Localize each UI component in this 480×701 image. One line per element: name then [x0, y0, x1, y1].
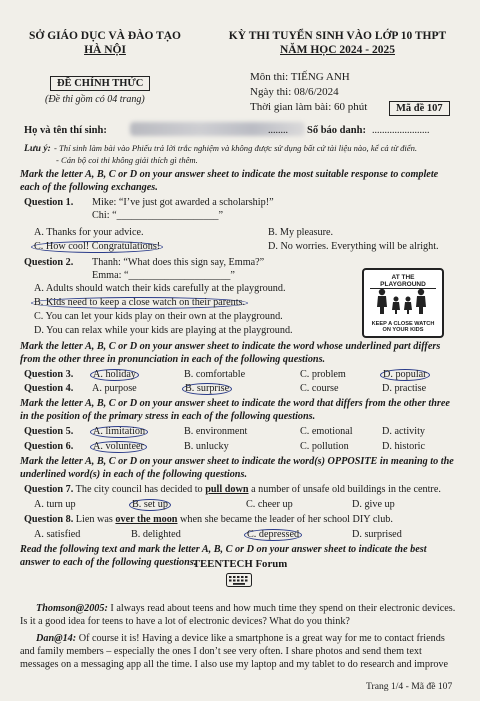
- q8-option-a: A. satisfied: [34, 529, 81, 540]
- q5-option-c: C. emotional: [300, 426, 353, 437]
- section-3-line-2: in the position of the primary stress in each of the following questions.: [20, 411, 316, 422]
- q7-stem: [24, 484, 441, 495]
- section-4-line-2: underlined word(s) in each of the following questions.: [20, 469, 247, 480]
- section-1-line-1: Mark the letter A, B, C or D on your answer sheet to indicate the most suitable response to complete: [20, 169, 439, 180]
- candidate-number-label: Số báo danh:: [307, 125, 366, 136]
- q2-label: Question 2.: [24, 257, 74, 268]
- section-4-line-1: Mark the letter A, B, C or D on your answer sheet to indicate the word(s) OPPOSITE in meaning to the: [20, 456, 454, 467]
- q1-option-a: A. Thanks for your advice.: [34, 227, 144, 238]
- note-line-2: - Cán bộ coi thi không giải thích gì thêm.: [56, 155, 198, 165]
- q3-a-circle: A. holiday: [90, 369, 139, 381]
- q6-option-d: D. historic: [382, 441, 426, 452]
- pages-note: (Đề thi gồm có 04 trang): [45, 94, 145, 105]
- official-badge: ĐỀ CHÍNH THỨC: [50, 76, 150, 91]
- q8-pre: Lien was: [75, 514, 113, 525]
- forum-title: TEENTECH Forum: [192, 558, 288, 570]
- sign-text: KEEP A CLOSE WATCH ON YOUR KIDS: [371, 321, 435, 333]
- q2-option-a: A. Adults should watch their kids carefully at the playground.: [34, 283, 286, 294]
- school-year: NĂM HỌC 2024 - 2025: [280, 44, 395, 56]
- q5-option-b: B. environment: [184, 426, 248, 437]
- q8-label: Question 8.: [24, 514, 74, 525]
- q7-option-b: [129, 499, 171, 511]
- dept-name: SỞ GIÁO DỤC VÀ ĐÀO TẠO: [29, 30, 181, 42]
- q1-c-circle: C. How cool! Congratulations!: [31, 241, 163, 253]
- q1-line-2: [92, 210, 223, 221]
- section-2-line-1: Mark the letter A, B, C or D on your answer sheet to indicate the word whose underlined part differs: [20, 341, 441, 352]
- q6-a-circle: A. volunteer: [90, 441, 147, 453]
- keyboard-icon: [226, 573, 252, 587]
- q2-option-d: D. You can relax while your kids are playing at the playground.: [34, 325, 293, 336]
- post-2-line-1: [36, 633, 445, 644]
- playground-sign: [362, 268, 444, 338]
- post-2-line-2: and family members – especially the ones I don’t see very often. I share photos and send them text: [20, 646, 422, 657]
- q3-option-d: [380, 369, 430, 381]
- q1-label: Question 1.: [24, 197, 74, 208]
- q1-chi: Chi: “: [92, 210, 117, 221]
- q2-line-2: [92, 270, 235, 281]
- q4-option-a: A. purpose: [92, 383, 137, 394]
- q2-option-c: C. You can let your kids play on their own at the playground.: [34, 311, 283, 322]
- section-5-line-2: answer to each of the following questions.: [20, 557, 197, 568]
- q7-underlined: pull down: [205, 484, 249, 495]
- q3-label: Question 3.: [24, 369, 74, 380]
- q1-close: ”: [218, 210, 224, 221]
- post-2-user: Dan@14:: [36, 633, 77, 644]
- note-label: Lưu ý:: [24, 143, 51, 154]
- q6-option-a: [90, 441, 147, 453]
- q5-a-circle: A. limitation: [90, 426, 148, 438]
- q1-option-b: B. My pleasure.: [268, 227, 334, 238]
- exam-title: KỲ THI TUYỂN SINH VÀO LỚP 10 THPT: [228, 30, 447, 42]
- q1-blank: ____________________: [116, 210, 219, 221]
- candidate-name-label: Họ và tên thí sinh:: [24, 125, 107, 136]
- q1-line-1: Mike: “I’ve just got awarded a scholarship!”: [92, 197, 274, 208]
- post-1-line-1: [36, 603, 455, 614]
- city-name: HÀ NỘI: [84, 44, 126, 56]
- q3-d-circle: D. popular: [380, 369, 430, 381]
- q6-option-c: C. pollution: [300, 441, 349, 452]
- q4-b-circle: B. surprise: [182, 383, 232, 395]
- post-1-text-1: I always read about teens and how much time they spend on their electronic devices.: [110, 603, 456, 614]
- q3-option-c: C. problem: [300, 369, 346, 380]
- q2-emma: Emma: “: [92, 270, 129, 281]
- q4-option-c: C. course: [300, 383, 339, 394]
- sign-title: AT THE PLAYGROUND: [370, 274, 436, 289]
- number-dots: .......................: [372, 125, 430, 136]
- date-line: Ngày thi: 08/6/2024: [250, 86, 339, 98]
- q3-option-b: B. comfortable: [184, 369, 246, 380]
- time-line: Thời gian làm bài: 60 phút: [250, 101, 368, 113]
- q8-option-c: [244, 529, 302, 541]
- q4-label: Question 4.: [24, 383, 74, 394]
- q7-pre: The city council has decided to: [75, 484, 203, 495]
- q4-option-b: [182, 383, 232, 395]
- section-3-line-1: Mark the letter A, B, C or D on your answer sheet to indicate the word that differs from the other three: [20, 398, 450, 409]
- q8-stem: [24, 514, 393, 525]
- post-1-line-2: Is it a good idea for teens to have a lot of electronic devices? What do you think?: [20, 616, 350, 627]
- q5-option-a: [90, 426, 148, 438]
- q2-blank: ____________________: [128, 270, 231, 281]
- page-footer: Trang 1/4 - Mã đề 107: [366, 681, 453, 692]
- q1-option-c: [31, 241, 163, 253]
- q5-option-d: D. activity: [382, 426, 426, 437]
- q2-close: ”: [230, 270, 235, 281]
- q2-line-1: Thanh: “What does this sign say, Emma?”: [92, 257, 265, 268]
- q6-label: Question 6.: [24, 441, 74, 452]
- q7-option-c: C. cheer up: [246, 499, 293, 510]
- q3-option-a: [90, 369, 139, 381]
- q8-c-circle: C. depressed: [244, 529, 302, 541]
- q7-b-circle: B. set up: [129, 499, 171, 511]
- note-line-1: - Thí sinh làm bài vào Phiếu trả lời trắc nghiệm và không được sử dụng bất cứ tài liệu nào, kể cả từ điển.: [54, 143, 418, 153]
- q2-option-b: [31, 297, 248, 309]
- q4-option-d: D. practise: [382, 383, 427, 394]
- q1-option-d: D. No worries. Everything will be alright.: [268, 241, 439, 252]
- q7-post: a number of unsafe old buildings in the centre.: [251, 484, 441, 495]
- section-1-line-2: each of the following exchanges.: [20, 182, 158, 193]
- q5-label: Question 5.: [24, 426, 74, 437]
- q2-b-circle: B. Kids need to keep a close watch on their parents.: [31, 297, 248, 309]
- q7-option-d: D. give up: [352, 499, 395, 510]
- q8-option-b: B. delighted: [131, 529, 181, 540]
- exam-code-box: Mã đề 107: [389, 101, 450, 116]
- q7-label: Question 7.: [24, 484, 74, 495]
- q7-option-a: A. turn up: [34, 499, 76, 510]
- q8-underlined: over the moon: [115, 514, 178, 525]
- family-figures-icon: [372, 287, 430, 315]
- post-1-user: Thomson@2005:: [36, 603, 108, 614]
- q8-post: when she became the leader of her school DIY club.: [180, 514, 393, 525]
- post-2-text-1: Of course it is! Having a device like a smartphone is a great way for me to contact friends: [78, 633, 445, 644]
- name-dots: ........: [268, 125, 288, 136]
- section-2-line-2: from the other three in pronunciation in each of the following questions.: [20, 354, 326, 365]
- q6-option-b: B. unlucky: [184, 441, 229, 452]
- post-2-line-3: messages on a messaging app all the time. I also use my laptop and my tablet to do research and improve: [20, 659, 449, 670]
- section-5-line-1: Read the following text and mark the letter A, B, C or D on your answer sheet to indicate the best: [20, 544, 427, 555]
- q8-option-d: D. surprised: [352, 529, 402, 540]
- subject-line: Môn thi: TIẾNG ANH: [250, 71, 350, 83]
